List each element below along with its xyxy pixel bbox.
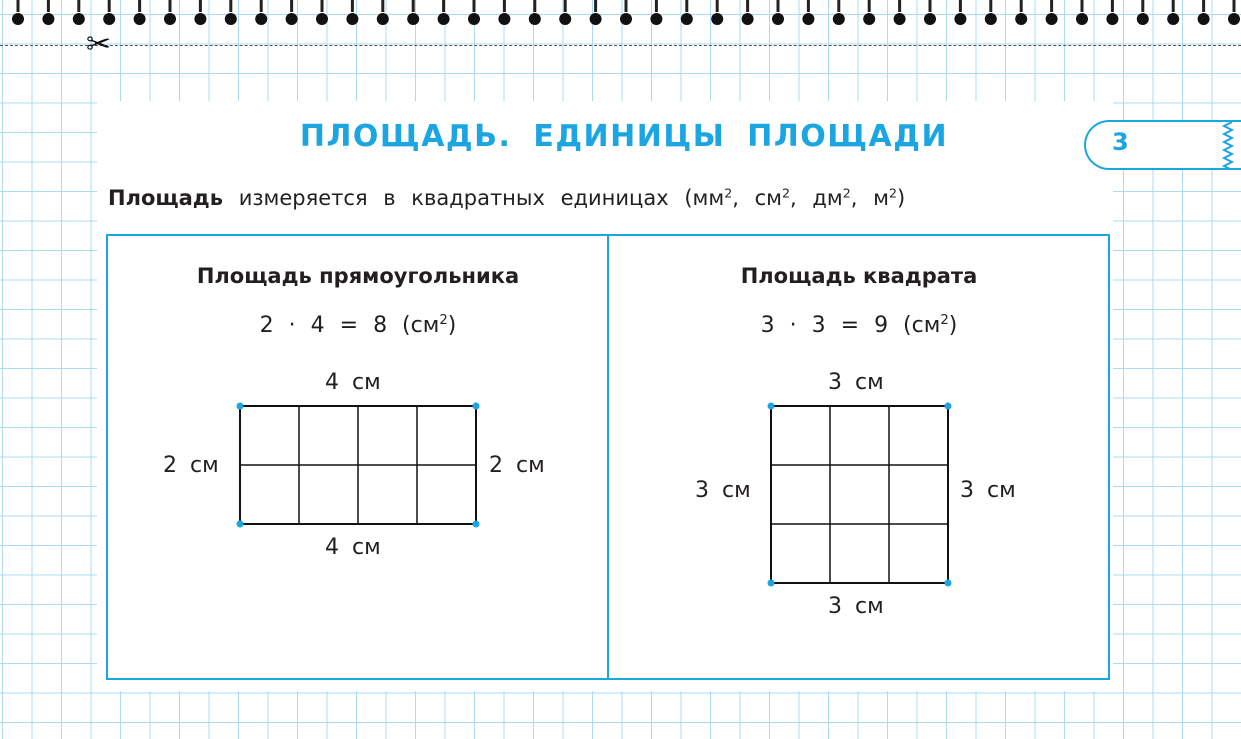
rectangle-vertex-dot (237, 521, 244, 528)
page-title: ПЛОЩАДЬ. ЕДИНИЦЫ ПЛОЩАДИ (299, 119, 949, 154)
unit-dm: дм (812, 186, 843, 210)
rectangle-vertex-dot (473, 403, 480, 410)
intro-term: Площадь (108, 186, 224, 210)
rectangle-vertex-dot (473, 521, 480, 528)
square-top-label: 3 см (828, 370, 884, 395)
square-vertex-dot (768, 403, 775, 410)
square-title: Площадь квадрата (740, 264, 978, 288)
rectangle-title: Площадь прямоугольника (196, 264, 520, 288)
page-number: 3 (1112, 128, 1129, 156)
rectangle-formula: 2 · 4 = 8 $(см^2)$ (259, 313, 457, 338)
square-formula: 3 · 3 = 9 $(см^2)$ (760, 313, 958, 338)
scissors-icon: ✂ (86, 27, 112, 62)
intro-body: измеряется в квадратных единицах (мм (238, 186, 725, 210)
rectangle-left-label: 2 см (163, 453, 219, 478)
square-bottom-label: 3 см (828, 594, 884, 619)
unit-cm: см (754, 186, 782, 210)
rectangle-bottom-label: 4 см (325, 535, 381, 560)
intro-text: Площадь измеряется в квадратных единицах ($мм^2$, $см^2$, $дм^2$, $м^2$) (108, 185, 906, 210)
square-outline (771, 406, 948, 583)
rectangle-right-label: 2 см (489, 453, 545, 478)
square-right-label: 3 см (960, 478, 1016, 503)
square-left-label: 3 см (695, 478, 751, 503)
unit-m: м (873, 186, 889, 210)
square-vertex-dot (945, 580, 952, 587)
rectangle-top-label: 4 см (325, 370, 381, 395)
square-vertex-dot (945, 403, 952, 410)
rectangle-vertex-dot (237, 403, 244, 410)
square-vertex-dot (768, 580, 775, 587)
